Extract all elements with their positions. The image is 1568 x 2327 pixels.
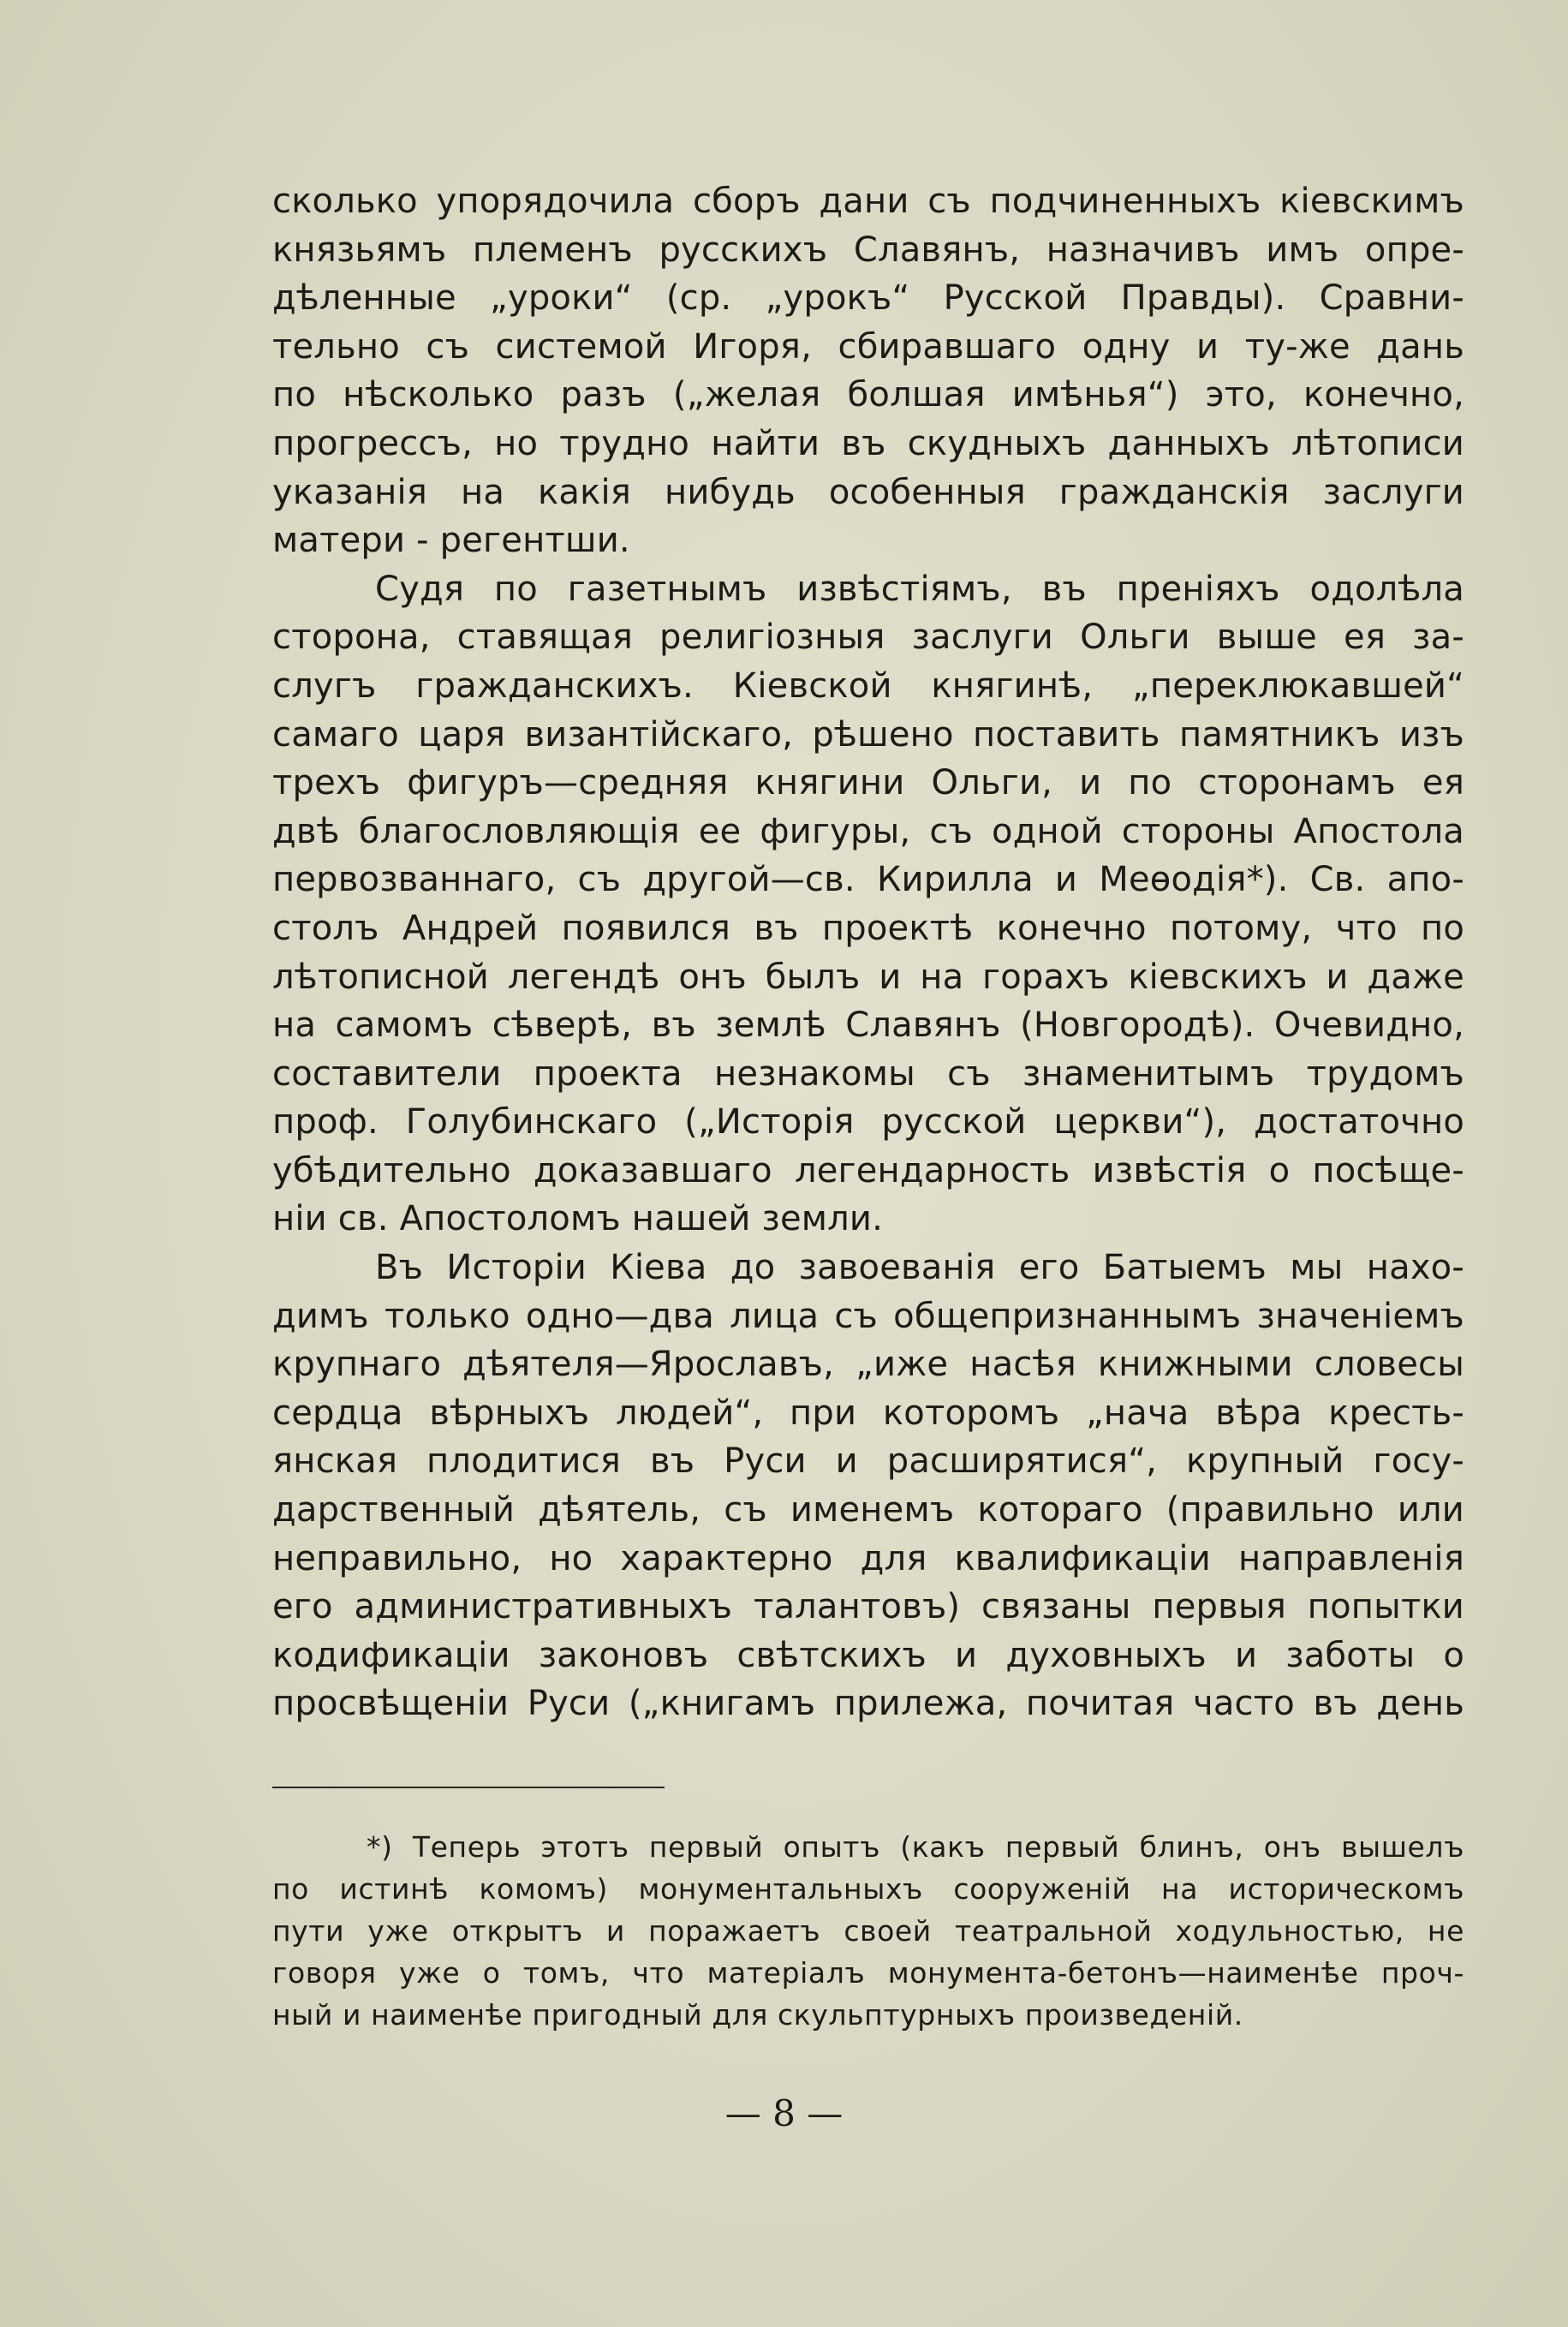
text-line: составители проекта незнакомы съ знаменитымъ трудомъ [272,1053,1464,1094]
text-line: его административныхъ талантовъ) связаны первыя попытки [272,1587,1464,1627]
footnote [272,1826,1464,2036]
text-line: прогрессъ, но трудно найти въ скудныхъ данныхъ лѣтописи [272,423,1464,463]
text-line: князьямъ племенъ русскихъ Славянъ, назначивъ имъ опре- [272,230,1464,270]
text-line: Въ Исторіи Кіева до завоеванія его Батыемъ мы нахо- [375,1248,1464,1288]
text-line: трехъ фигуръ—средняя княгини Ольги, и по сторонамъ ея [272,763,1464,803]
text-line: по нѣсколько разъ („желая болшая имѣнья“) это, конечно, [272,375,1464,415]
paragraph-2 [272,565,1464,1244]
text-line: димъ только одно—два лица съ общепризнаннымъ значеніемъ [272,1296,1464,1336]
footnote-line: ный и наименѣе пригодный для скульптурныхъ произведеній. [272,1998,1243,2032]
text-line: проф. Голубинскаго („Исторія русской церкви“), достаточно [272,1102,1464,1143]
text-line: указанія на какія нибудь особенныя гражданскія заслуги [272,472,1464,512]
footnote-line: пути уже открытъ и поражаетъ своей театральной ходульностью, не [272,1914,1464,1948]
text-line: неправильно, но характерно для квалификаціи направленія [272,1538,1464,1578]
footnote-line: по истинѣ комомъ) монументальныхъ сооруженій на историческомъ [272,1872,1464,1906]
text-line: на самомъ сѣверѣ, въ землѣ Славянъ (Новгородѣ). Очевидно, [272,1005,1464,1046]
text-line: крупнаго дѣятеля—Ярославъ, „иже насѣя книжными словесы [272,1345,1464,1385]
text-line: сколько упорядочила сборъ дани съ подчиненныхъ кіевскимъ [272,182,1464,221]
text-line: тельно съ системой Игоря, сбиравшаго одну и ту-же дань [272,326,1464,367]
text-line: лѣтописной легендѣ онъ былъ и на горахъ кіевскихъ и даже [272,957,1464,997]
footnote-separator [272,1787,665,1788]
text-line: дарственный дѣятель, съ именемъ котораго (правильно или [272,1490,1464,1530]
text-line: сердца вѣрныхъ людей“, при которомъ „нача вѣра кресть- [272,1393,1464,1433]
footnote-line: *) Теперь этотъ первый опытъ (какъ первый блинъ, онъ вышелъ [367,1830,1464,1864]
text-line: двѣ благословляющія ее фигуры, съ одной стороны Апостола [272,811,1464,851]
text-line: кодификаціи законовъ свѣтскихъ и духовныхъ и заботы о [272,1635,1464,1675]
main-text [272,177,1464,1728]
text-line: первозваннаго, съ другой—св. Кирилла и Меѳодія*). Св. апо- [272,860,1464,900]
text-line: Судя по газетнымъ извѣстіямъ, въ преніяхъ одолѣла [375,569,1464,609]
paragraph-3 [272,1244,1464,1728]
text-line: просвѣщеніи Руси („книгамъ прилежа, почитая часто въ день [272,1684,1464,1724]
footnote-line: говоря уже о томъ, что матеріалъ монумента-бетонъ—наименѣе проч- [272,1956,1464,1990]
text-line: матери - регентши. [272,521,630,561]
page-number: — 8 — [724,2092,844,2134]
paragraph-1 [272,177,1464,565]
text-line: ніи св. Апостоломъ нашей земли. [272,1199,884,1239]
text-line: сторона, ставящая религіозныя заслуги Ольги выше ея за- [272,618,1464,658]
text-line: янская плодитися въ Руси и расширятися“, крупный госу- [272,1441,1464,1482]
text-line: убѣдительно доказавшаго легендарность извѣстія о посѣще- [272,1150,1464,1190]
text-line: слугъ гражданскихъ. Кіевской княгинѣ, „переклюкавшей“ [272,665,1464,706]
text-line: самаго царя византійскаго, рѣшено поставить памятникъ изъ [272,714,1464,755]
text-line: столъ Андрей появился въ проектѣ конечно потому, что по [272,908,1464,948]
text-line: дѣленные „уроки“ (ср. „урокъ“ Русской Правды). Сравни- [272,278,1464,319]
